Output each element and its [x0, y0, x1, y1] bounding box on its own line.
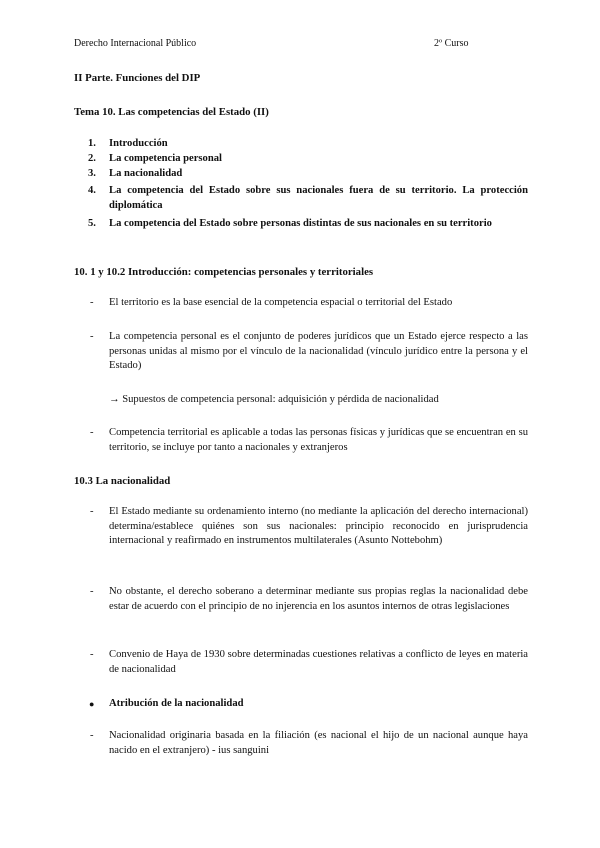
outline-number: 1.	[88, 138, 96, 149]
bullet-text: Competencia territorial es aplicable a todas las personas físicas y jurídicas que se encuentran en su territorio, se incluye por tanto a nacionales y extranjeros	[109, 427, 528, 453]
dash-bullet: -	[90, 506, 94, 517]
bullet-text: La competencia personal es el conjunto de poderes jurídicos que un Estado ejerce respecto a las personas unidas al mismo por el vínculo de la nacionalidad (vínculo jurídico entre la persona y el Estado)	[109, 331, 528, 371]
dash-bullet: -	[90, 331, 94, 342]
topic-title: Tema 10. Las competencias del Estado (II)	[74, 106, 269, 118]
dash-bullet: -	[90, 586, 94, 597]
outline-text: La competencia personal	[109, 153, 222, 164]
outline-text: La nacionalidad	[109, 168, 183, 179]
arrow-note: → Supuestos de competencia personal: adquisición y pérdida de nacionalidad	[109, 394, 439, 405]
subheading-text: Atribución de la nacionalidad	[109, 698, 244, 709]
dash-bullet: -	[90, 649, 94, 660]
dash-bullet: -	[90, 730, 94, 741]
bullet-text: El territorio es la base esencial de la competencia espacial o territorial del Estado	[109, 297, 453, 308]
bullet-text: Convenio de Haya de 1930 sobre determinadas cuestiones relativas a conflicto de leyes en materia de nacionalidad	[109, 649, 528, 675]
outline-text: La competencia del Estado sobre sus nacionales fuera de su territorio. La protección diplomática	[109, 185, 528, 211]
outline-number: 4.	[88, 185, 96, 196]
outline-number: 5.	[88, 218, 96, 229]
header-subject: Derecho Internacional Público	[74, 38, 197, 49]
outline-text: La competencia del Estado sobre personas distintas de sus nacionales en su territorio	[109, 218, 492, 229]
page-header	[74, 37, 526, 52]
outline-text: Introducción	[109, 138, 168, 149]
bullet-text: El Estado mediante su ordenamiento interno (no mediante la aplicación del derecho internacional) determina/establece quiénes son sus nacionales: principio reconocido en jurisprudencia internacional y reafirmado en instrumentos multilaterales (Asunto Nottebohm)	[109, 506, 528, 546]
bullet-dot-icon: ●	[89, 699, 95, 709]
outline-number: 3.	[88, 168, 96, 179]
part-title: II Parte. Funciones del DIP	[74, 72, 201, 84]
section-heading-10-3: 10.3 La nacionalidad	[74, 475, 171, 487]
header-course: 2º Curso	[434, 38, 469, 49]
section-heading-10-1: 10. 1 y 10.2 Introducción: competencias personales y territoriales	[74, 266, 374, 278]
bullet-text: No obstante, el derecho soberano a determinar mediante sus propias reglas la nacionalidad debe estar de acuerdo con el principio de no injerencia en los asuntos internos de otras legislaciones	[109, 586, 528, 612]
bullet-text: Nacionalidad originaria basada en la filiación (es nacional el hijo de un nacional aunque haya nacido en el extranjero) - ius sanguini	[109, 730, 528, 756]
outline-number: 2.	[88, 153, 96, 164]
dash-bullet: -	[90, 427, 94, 438]
dash-bullet: -	[90, 297, 94, 308]
